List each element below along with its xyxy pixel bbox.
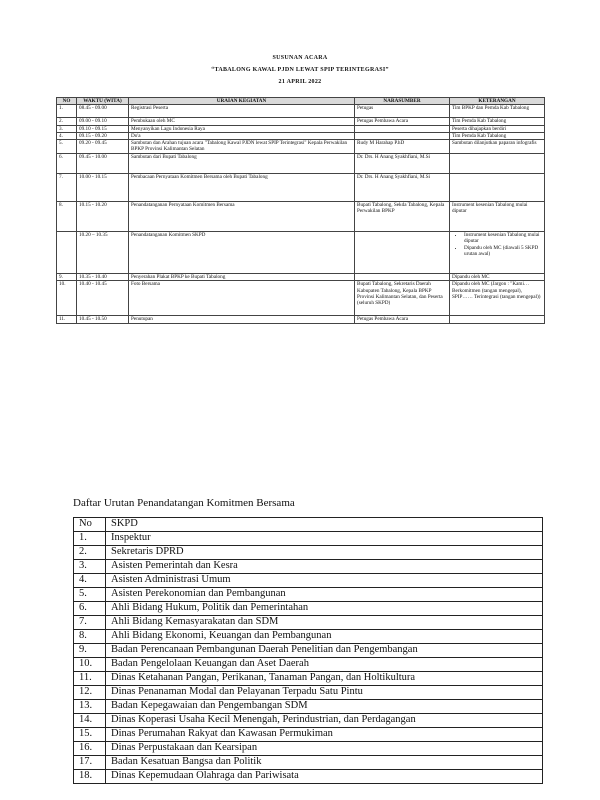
cell-notes — [450, 232, 545, 274]
signing-cell-no: 11. — [74, 672, 106, 686]
document-header — [0, 52, 600, 88]
signing-cell-no: 1. — [74, 532, 106, 546]
cell-notes: Tim BPKP dan Pemda Kab Tabalong — [450, 105, 545, 118]
signing-cell-no: 18. — [74, 770, 106, 784]
cell-notes: Peserta dihajapkan berdiri — [450, 125, 545, 132]
signing-header-row — [74, 518, 543, 532]
notes-bullet-list — [452, 232, 542, 257]
cell-no: 6. — [57, 154, 77, 174]
cell-notes — [450, 174, 545, 202]
signing-row — [74, 672, 543, 686]
signing-cell-skpd: Dinas Ketahanan Pangan, Perikanan, Tanaman Pangan, dan Holtikultura — [106, 672, 543, 686]
cell-no: 9. — [57, 274, 77, 281]
cell-speaker: Dr. Drs. H Anang Syakhfiani, M.Si — [355, 174, 450, 202]
schedule-row — [57, 281, 545, 316]
signing-row — [74, 700, 543, 714]
signing-cell-skpd: Dinas Perumahan Rakyat dan Kawasan Permukiman — [106, 728, 543, 742]
signing-row — [74, 742, 543, 756]
cell-no: 1. — [57, 105, 77, 118]
cell-time: 10.40 - 10.45 — [77, 281, 129, 316]
schedule-row — [57, 154, 545, 174]
event-name: “TABALONG KAWAL PJDN LEWAT SPIP TERINTEGRASI” — [211, 67, 389, 73]
cell-notes — [450, 316, 545, 323]
signing-cell-skpd: Badan Pengelolaan Keuangan dan Aset Daerah — [106, 658, 543, 672]
schedule-header-row — [57, 98, 545, 105]
signing-row — [74, 588, 543, 602]
schedule-row — [57, 118, 545, 125]
cell-no: 8. — [57, 202, 77, 232]
cell-notes — [450, 154, 545, 174]
signing-cell-skpd: Ahli Bidang Kemasyarakatan dan SDM — [106, 616, 543, 630]
signing-cell-no: 16. — [74, 742, 106, 756]
cell-speaker: Bupati Tabalong, Sekretaris Daerah Kabupaten Tabalong, Kepala BPKP Provinsi Kalimantan Selatan, dan Peserta (seluruh SKPD) — [355, 281, 450, 316]
signing-cell-skpd: Badan Kepegawaian dan Pengembangan SDM — [106, 700, 543, 714]
cell-time: 10.15 - 10.20 — [77, 202, 129, 232]
signing-row — [74, 532, 543, 546]
cell-speaker — [355, 232, 450, 274]
cell-no: 3. — [57, 125, 77, 132]
schedule-row — [57, 105, 545, 118]
signing-body — [74, 532, 543, 784]
signing-cell-skpd: Inspektur — [106, 532, 543, 546]
signing-cell-skpd: Dinas Koperasi Usaha Kecil Menengah, Perindustrian, dan Perdagangan — [106, 714, 543, 728]
cell-activity: Foto Bersama — [129, 281, 355, 316]
cell-time: 09.00 - 09.10 — [77, 118, 129, 125]
signing-order-table — [73, 517, 543, 784]
cell-time: 10.45 - 10.50 — [77, 316, 129, 323]
signing-cell-no: 5. — [74, 588, 106, 602]
signing-cell-no: 9. — [74, 644, 106, 658]
cell-activity: Pembukaan oleh MC — [129, 118, 355, 125]
signing-cell-no: 4. — [74, 574, 106, 588]
signing-cell-skpd: Ahli Bidang Ekonomi, Keuangan dan Pembangunan — [106, 630, 543, 644]
cell-speaker: Petugas Pembawa Acara — [355, 118, 450, 125]
cell-activity: Pembacaan Pernyataan Komitmen Bersama oleh Bupati Tabalong — [129, 174, 355, 202]
schedule-row — [57, 174, 545, 202]
signing-cell-no: 10. — [74, 658, 106, 672]
signing-row — [74, 602, 543, 616]
signing-row — [74, 658, 543, 672]
signing-cell-skpd: Sekretaris DPRD — [106, 546, 543, 560]
event-date: 21 APRIL 2022 — [278, 79, 322, 85]
cell-notes: Instrument kesenian Tabalong mulai diputar — [450, 202, 545, 232]
signing-row — [74, 630, 543, 644]
cell-time: 09.45 - 10.00 — [77, 154, 129, 174]
cell-time: 09.10 - 09.15 — [77, 125, 129, 132]
signing-row — [74, 644, 543, 658]
notes-bullet: • Instrument kesenian Tabalong mulai diputar — [464, 232, 542, 245]
signing-cell-no: 15. — [74, 728, 106, 742]
cell-activity: Penandatanganan Komitmen SKPD — [129, 232, 355, 274]
cell-activity: Menyanyikan Lagu Indonesia Raya — [129, 125, 355, 132]
cell-no: 10. — [57, 281, 77, 316]
signing-cell-skpd: Dinas Penanaman Modal dan Pelayanan Terpadu Satu Pintu — [106, 686, 543, 700]
schedule-row — [57, 140, 545, 154]
cell-no — [57, 232, 77, 274]
cell-time: 10.35 - 10.40 — [77, 274, 129, 281]
cell-no: 11. — [57, 316, 77, 323]
signing-cell-no: 13. — [74, 700, 106, 714]
cell-activity: Sambutan dari Bupati Tabalong — [129, 154, 355, 174]
cell-speaker — [355, 132, 450, 139]
cell-time: 09.15 - 09.20 — [77, 132, 129, 139]
cell-notes: Dipandu oleh MC — [450, 274, 545, 281]
signing-cell-skpd: Ahli Bidang Hukum, Politik dan Pemerintahan — [106, 602, 543, 616]
signing-cell-no: 8. — [74, 630, 106, 644]
signing-row — [74, 714, 543, 728]
cell-activity: Sambutan dan Arahan tujuan acara "Tabalong Kawal PJDN lewat SPIP Terintegrasi" Kepala Perwakilan BPKP Provinsi Kalimantan Selatan — [129, 140, 355, 154]
schedule-row — [57, 132, 545, 139]
cell-speaker: Petugas Pembawa Acara — [355, 316, 450, 323]
cell-no: 4. — [57, 132, 77, 139]
schedule-body — [57, 105, 545, 323]
cell-activity: Registrasi Peserta — [129, 105, 355, 118]
cell-notes: Tim Pemda Kab Tabalong — [450, 132, 545, 139]
notes-bullet: • Dipandu oleh MC (diawali 5 SKPD urutan awal) — [464, 245, 542, 258]
cell-speaker: Rudy M Harahap P.hD — [355, 140, 450, 154]
schedule-row — [57, 202, 545, 232]
signing-cell-skpd: Badan Kesatuan Bangsa dan Politik — [106, 756, 543, 770]
signing-cell-skpd: Asisten Pemerintah dan Kesra — [106, 560, 543, 574]
signing-cell-no: 14. — [74, 714, 106, 728]
signing-cell-no: 7. — [74, 616, 106, 630]
signing-cell-skpd: Asisten Perekonomian dan Pembangunan — [106, 588, 543, 602]
schedule-row — [57, 232, 545, 274]
signing-row — [74, 546, 543, 560]
signing-row — [74, 728, 543, 742]
schedule-row — [57, 274, 545, 281]
cell-activity: Penandatanganan Pernyataan Komitmen Bersama — [129, 202, 355, 232]
cell-no: 2. — [57, 118, 77, 125]
column-header-no: NO — [57, 98, 77, 105]
cell-no: 5. — [57, 140, 77, 154]
signing-header-no: No — [74, 518, 106, 532]
cell-time: 10.00 - 10.15 — [77, 174, 129, 202]
schedule-row — [57, 316, 545, 323]
column-header-notes: KETERANGAN — [450, 98, 545, 105]
signing-cell-no: 17. — [74, 756, 106, 770]
signing-header-skpd: SKPD — [106, 518, 543, 532]
cell-speaker — [355, 125, 450, 132]
signing-cell-no: 2. — [74, 546, 106, 560]
cell-speaker: Bupati Tabalong, Sekda Tabalong, Kepala Perwakilan BPKP — [355, 202, 450, 232]
document-title: SUSUNAN ACARA — [272, 55, 328, 61]
cell-activity: Penutupan — [129, 316, 355, 323]
signing-row — [74, 686, 543, 700]
signing-cell-skpd: Asisten Administrasi Umum — [106, 574, 543, 588]
signing-cell-no: 12. — [74, 686, 106, 700]
cell-notes: Tim Pemda Kab Tabalong — [450, 118, 545, 125]
cell-time: 09.20 - 09.45 — [77, 140, 129, 154]
signing-row — [74, 616, 543, 630]
schedule-row — [57, 125, 545, 132]
signing-cell-no: 3. — [74, 560, 106, 574]
cell-speaker — [355, 274, 450, 281]
signing-row — [74, 770, 543, 784]
cell-notes: Sambutan dilanjutkan paparan infografis — [450, 140, 545, 154]
column-header-activity: URAIAN KEGIATAN — [129, 98, 355, 105]
cell-no: 7. — [57, 174, 77, 202]
cell-time: 10.20 – 10.35 — [77, 232, 129, 274]
column-header-speaker: NARASUMBER — [355, 98, 450, 105]
signing-row — [74, 574, 543, 588]
cell-activity: Do'a — [129, 132, 355, 139]
signing-cell-skpd: Dinas Perpustakaan dan Kearsipan — [106, 742, 543, 756]
signing-cell-skpd: Dinas Kepemudaan Olahraga dan Pariwisata — [106, 770, 543, 784]
cell-activity: Penyerahan Plakat BPKP ke Bupati Tabalong — [129, 274, 355, 281]
cell-speaker: Dr. Drs. H Anang Syakhfiani, M.Si — [355, 154, 450, 174]
signing-cell-skpd: Badan Perencanaan Pembangunan Daerah Penelitian dan Pengembangan — [106, 644, 543, 658]
signing-row — [74, 756, 543, 770]
signing-row — [74, 560, 543, 574]
column-header-time: WAKTU (WITA) — [77, 98, 129, 105]
signing-list-title: Daftar Urutan Penandatangan Komitmen Bersama — [73, 497, 295, 509]
schedule-table — [56, 97, 545, 324]
cell-notes: Dipandu oleh MC (Jargon : "Kami… Berkomitmen (tangan mengepal), SPIP…… Terintegrasi (tangan mengepal)) — [450, 281, 545, 316]
cell-time: 08.45 - 09.00 — [77, 105, 129, 118]
signing-cell-no: 6. — [74, 602, 106, 616]
cell-speaker: Petugas — [355, 105, 450, 118]
